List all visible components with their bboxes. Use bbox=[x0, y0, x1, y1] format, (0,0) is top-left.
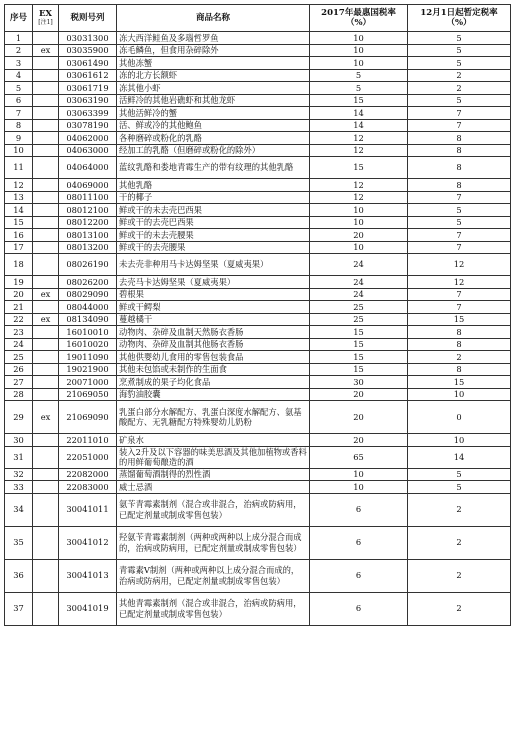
cell-name: 其他供婴幼儿食用的零售包装食品 bbox=[117, 351, 310, 364]
cell-rate-new: 7 bbox=[408, 301, 511, 314]
header-no: 序号 bbox=[5, 5, 33, 32]
cell-rate-2017: 6 bbox=[310, 526, 408, 559]
cell-name: 动物肉、杂碎及血制其他肠衣香肠 bbox=[117, 338, 310, 351]
table-row bbox=[5, 493, 511, 526]
cell-ex bbox=[33, 592, 59, 625]
table-row bbox=[5, 157, 511, 179]
table-row bbox=[5, 326, 511, 339]
cell-rate-2017: 15 bbox=[310, 94, 408, 107]
cell-ex bbox=[33, 301, 59, 314]
cell-rate-new: 8 bbox=[408, 179, 511, 192]
cell-no: 31 bbox=[5, 446, 33, 468]
cell-rate-2017: 10 bbox=[310, 216, 408, 229]
cell-ex bbox=[33, 276, 59, 289]
cell-name: 氨苄青霉素制剂（混合或非混合，治病或防病用，已配定剂量或制成零售包装） bbox=[117, 493, 310, 526]
table-row bbox=[5, 376, 511, 389]
cell-name: 碧根果 bbox=[117, 288, 310, 301]
table-header-row bbox=[5, 5, 511, 32]
cell-no: 33 bbox=[5, 481, 33, 494]
cell-ex bbox=[33, 388, 59, 401]
cell-rate-new: 8 bbox=[408, 363, 511, 376]
cell-ex: ex bbox=[33, 44, 59, 57]
cell-rate-2017: 24 bbox=[310, 288, 408, 301]
header-ex bbox=[33, 5, 59, 32]
cell-name: 羟氨苄青霉素制剂（两种或两种以上成分混合而成的，治病或防病用，已配定剂量或制成零售包装） bbox=[117, 526, 310, 559]
table-row bbox=[5, 191, 511, 204]
cell-name: 动物肉、杂碎及血制天然肠衣香肠 bbox=[117, 326, 310, 339]
table-row bbox=[5, 69, 511, 82]
cell-no: 19 bbox=[5, 276, 33, 289]
cell-ex: ex bbox=[33, 313, 59, 326]
cell-rate-2017: 5 bbox=[310, 82, 408, 95]
cell-code: 04062000 bbox=[59, 132, 117, 145]
cell-name: 活鲜冷的其他岩礁虾和其他龙虾 bbox=[117, 94, 310, 107]
table-row bbox=[5, 288, 511, 301]
cell-name: 冻其他小虾 bbox=[117, 82, 310, 95]
cell-ex bbox=[33, 191, 59, 204]
cell-no: 24 bbox=[5, 338, 33, 351]
cell-name: 蔓越橘干 bbox=[117, 313, 310, 326]
table-row bbox=[5, 82, 511, 95]
cell-ex bbox=[33, 559, 59, 592]
cell-code: 03031300 bbox=[59, 32, 117, 45]
cell-no: 8 bbox=[5, 119, 33, 132]
cell-no: 1 bbox=[5, 32, 33, 45]
cell-ex bbox=[33, 132, 59, 145]
tariff-table-page bbox=[4, 4, 510, 736]
cell-rate-new: 2 bbox=[408, 526, 511, 559]
cell-code: 22083000 bbox=[59, 481, 117, 494]
cell-rate-2017: 10 bbox=[310, 57, 408, 70]
cell-rate-new: 7 bbox=[408, 241, 511, 254]
cell-rate-new: 12 bbox=[408, 254, 511, 276]
cell-name: 其他冻蟹 bbox=[117, 57, 310, 70]
table-row bbox=[5, 57, 511, 70]
cell-no: 13 bbox=[5, 191, 33, 204]
cell-rate-new: 7 bbox=[408, 119, 511, 132]
cell-no: 12 bbox=[5, 179, 33, 192]
header-rate-2017: 2017年最惠国税率（%） bbox=[310, 5, 408, 32]
cell-rate-2017: 24 bbox=[310, 276, 408, 289]
cell-rate-2017: 20 bbox=[310, 229, 408, 242]
cell-no: 23 bbox=[5, 326, 33, 339]
cell-rate-new: 5 bbox=[408, 32, 511, 45]
cell-code: 19021900 bbox=[59, 363, 117, 376]
cell-name: 青霉素V制剂（两种或两种以上成分混合而成的，治病或防病用，已配定剂量或制成零售包装） bbox=[117, 559, 310, 592]
cell-code: 16010020 bbox=[59, 338, 117, 351]
table-row bbox=[5, 119, 511, 132]
cell-ex bbox=[33, 69, 59, 82]
table-row bbox=[5, 559, 511, 592]
cell-rate-2017: 25 bbox=[310, 313, 408, 326]
cell-rate-new: 5 bbox=[408, 204, 511, 217]
cell-ex bbox=[33, 204, 59, 217]
cell-no: 20 bbox=[5, 288, 33, 301]
cell-rate-2017: 10 bbox=[310, 241, 408, 254]
cell-name: 蒸馏葡萄酒制得的烈性酒 bbox=[117, 468, 310, 481]
cell-ex bbox=[33, 157, 59, 179]
cell-code: 03078190 bbox=[59, 119, 117, 132]
table-row bbox=[5, 446, 511, 468]
cell-no: 15 bbox=[5, 216, 33, 229]
cell-code: 21069050 bbox=[59, 388, 117, 401]
cell-rate-2017: 20 bbox=[310, 434, 408, 447]
table-row bbox=[5, 313, 511, 326]
cell-name: 鲜或干的未去壳巴西果 bbox=[117, 204, 310, 217]
cell-no: 29 bbox=[5, 401, 33, 434]
cell-code: 21069090 bbox=[59, 401, 117, 434]
table-row bbox=[5, 204, 511, 217]
cell-rate-2017: 65 bbox=[310, 446, 408, 468]
cell-code: 03061490 bbox=[59, 57, 117, 70]
cell-ex bbox=[33, 94, 59, 107]
cell-ex bbox=[33, 254, 59, 276]
cell-rate-new: 8 bbox=[408, 144, 511, 157]
cell-code: 30041012 bbox=[59, 526, 117, 559]
cell-code: 08026190 bbox=[59, 254, 117, 276]
cell-rate-new: 2 bbox=[408, 69, 511, 82]
cell-rate-new: 7 bbox=[408, 191, 511, 204]
cell-name: 各种磨碎或粉化的乳酪 bbox=[117, 132, 310, 145]
cell-name: 威士忌酒 bbox=[117, 481, 310, 494]
cell-code: 16010010 bbox=[59, 326, 117, 339]
cell-rate-new: 8 bbox=[408, 132, 511, 145]
cell-rate-new: 8 bbox=[408, 338, 511, 351]
cell-rate-new: 2 bbox=[408, 493, 511, 526]
cell-name: 乳蛋白部分水解配方、乳蛋白深度水解配方、氨基酸配方、无乳糖配方特殊婴幼儿奶粉 bbox=[117, 401, 310, 434]
cell-no: 6 bbox=[5, 94, 33, 107]
cell-code: 03063399 bbox=[59, 107, 117, 120]
table-row bbox=[5, 301, 511, 314]
cell-name: 冻大西洋鲑鱼及多瑙哲罗鱼 bbox=[117, 32, 310, 45]
table-row bbox=[5, 276, 511, 289]
cell-rate-new: 15 bbox=[408, 376, 511, 389]
cell-ex bbox=[33, 144, 59, 157]
cell-ex bbox=[33, 351, 59, 364]
cell-rate-new: 2 bbox=[408, 559, 511, 592]
cell-name: 其他活鲜冷的蟹 bbox=[117, 107, 310, 120]
cell-name: 其他未包馅或未制作的生面食 bbox=[117, 363, 310, 376]
cell-rate-2017: 15 bbox=[310, 338, 408, 351]
cell-no: 21 bbox=[5, 301, 33, 314]
cell-rate-new: 5 bbox=[408, 57, 511, 70]
cell-ex: ex bbox=[33, 401, 59, 434]
table-row bbox=[5, 32, 511, 45]
cell-rate-2017: 10 bbox=[310, 44, 408, 57]
cell-rate-2017: 20 bbox=[310, 401, 408, 434]
cell-no: 36 bbox=[5, 559, 33, 592]
table-row bbox=[5, 481, 511, 494]
table-row bbox=[5, 434, 511, 447]
cell-name: 其他乳酪 bbox=[117, 179, 310, 192]
cell-rate-new: 2 bbox=[408, 592, 511, 625]
cell-code: 03063190 bbox=[59, 94, 117, 107]
cell-rate-new: 15 bbox=[408, 313, 511, 326]
cell-rate-new: 5 bbox=[408, 468, 511, 481]
cell-no: 34 bbox=[5, 493, 33, 526]
cell-code: 08013100 bbox=[59, 229, 117, 242]
cell-name: 烹煮制成的果子均化食品 bbox=[117, 376, 310, 389]
cell-code: 08134090 bbox=[59, 313, 117, 326]
cell-rate-2017: 15 bbox=[310, 326, 408, 339]
header-ex-label: EX bbox=[38, 9, 53, 19]
cell-code: 03061612 bbox=[59, 69, 117, 82]
cell-rate-new: 12 bbox=[408, 276, 511, 289]
table-row bbox=[5, 44, 511, 57]
cell-name: 鲜或干的未去壳腰果 bbox=[117, 229, 310, 242]
cell-no: 16 bbox=[5, 229, 33, 242]
cell-code: 04069000 bbox=[59, 179, 117, 192]
cell-rate-2017: 10 bbox=[310, 481, 408, 494]
table-row bbox=[5, 241, 511, 254]
cell-ex bbox=[33, 107, 59, 120]
cell-ex bbox=[33, 57, 59, 70]
cell-name: 冻毛鳞鱼，但食用杂碎除外 bbox=[117, 44, 310, 57]
cell-rate-2017: 25 bbox=[310, 301, 408, 314]
cell-name: 鲜或干的去壳腰果 bbox=[117, 241, 310, 254]
cell-rate-new: 5 bbox=[408, 94, 511, 107]
cell-name: 未去壳非种用马卡达姆坚果（夏威夷果） bbox=[117, 254, 310, 276]
table-row bbox=[5, 216, 511, 229]
cell-no: 25 bbox=[5, 351, 33, 364]
cell-rate-2017: 10 bbox=[310, 32, 408, 45]
cell-code: 08026200 bbox=[59, 276, 117, 289]
table-row bbox=[5, 179, 511, 192]
cell-no: 22 bbox=[5, 313, 33, 326]
cell-name: 海豹油胶囊 bbox=[117, 388, 310, 401]
cell-no: 32 bbox=[5, 468, 33, 481]
cell-name: 装入2升及以下容器的味美思酒及其他加植物或香料的用鲜葡萄酿造的酒 bbox=[117, 446, 310, 468]
cell-no: 28 bbox=[5, 388, 33, 401]
cell-rate-2017: 6 bbox=[310, 559, 408, 592]
cell-no: 30 bbox=[5, 434, 33, 447]
cell-code: 08012100 bbox=[59, 204, 117, 217]
cell-name: 鲜或干鳄梨 bbox=[117, 301, 310, 314]
cell-rate-new: 8 bbox=[408, 157, 511, 179]
cell-rate-2017: 6 bbox=[310, 592, 408, 625]
cell-ex bbox=[33, 493, 59, 526]
cell-rate-2017: 30 bbox=[310, 376, 408, 389]
cell-code: 08011100 bbox=[59, 191, 117, 204]
cell-code: 30041013 bbox=[59, 559, 117, 592]
cell-code: 08044000 bbox=[59, 301, 117, 314]
cell-rate-new: 14 bbox=[408, 446, 511, 468]
cell-code: 04063000 bbox=[59, 144, 117, 157]
cell-rate-2017: 5 bbox=[310, 69, 408, 82]
cell-code: 22051000 bbox=[59, 446, 117, 468]
cell-name: 其他青霉素制剂（混合或非混合，治病或防病用，已配定剂量或制成零售包装） bbox=[117, 592, 310, 625]
table-row bbox=[5, 388, 511, 401]
tariff-table bbox=[4, 4, 511, 626]
cell-code: 04064000 bbox=[59, 157, 117, 179]
header-code: 税则号列 bbox=[59, 5, 117, 32]
cell-code: 22011010 bbox=[59, 434, 117, 447]
cell-code: 03061719 bbox=[59, 82, 117, 95]
cell-name: 活、鲜或冷的其他鲍鱼 bbox=[117, 119, 310, 132]
cell-ex bbox=[33, 468, 59, 481]
cell-name: 干的椰子 bbox=[117, 191, 310, 204]
cell-rate-new: 2 bbox=[408, 351, 511, 364]
cell-no: 4 bbox=[5, 69, 33, 82]
cell-rate-2017: 15 bbox=[310, 351, 408, 364]
cell-ex bbox=[33, 363, 59, 376]
cell-no: 10 bbox=[5, 144, 33, 157]
cell-rate-new: 2 bbox=[408, 82, 511, 95]
cell-ex bbox=[33, 241, 59, 254]
cell-no: 11 bbox=[5, 157, 33, 179]
cell-code: 19011090 bbox=[59, 351, 117, 364]
cell-code: 30041011 bbox=[59, 493, 117, 526]
cell-name: 鲜或干的去壳巴西果 bbox=[117, 216, 310, 229]
cell-name: 去壳马卡达姆坚果（夏威夷果） bbox=[117, 276, 310, 289]
cell-no: 9 bbox=[5, 132, 33, 145]
table-row bbox=[5, 592, 511, 625]
cell-rate-2017: 15 bbox=[310, 363, 408, 376]
cell-no: 2 bbox=[5, 44, 33, 57]
cell-name: 矿泉水 bbox=[117, 434, 310, 447]
cell-code: 03035900 bbox=[59, 44, 117, 57]
cell-ex bbox=[33, 376, 59, 389]
cell-ex: ex bbox=[33, 288, 59, 301]
table-body bbox=[5, 32, 511, 626]
cell-rate-2017: 12 bbox=[310, 179, 408, 192]
cell-rate-2017: 10 bbox=[310, 468, 408, 481]
cell-name: 冻的北方长额虾 bbox=[117, 69, 310, 82]
cell-rate-new: 7 bbox=[408, 288, 511, 301]
cell-no: 7 bbox=[5, 107, 33, 120]
table-row bbox=[5, 132, 511, 145]
cell-code: 08012200 bbox=[59, 216, 117, 229]
table-row bbox=[5, 351, 511, 364]
table-row bbox=[5, 254, 511, 276]
cell-no: 17 bbox=[5, 241, 33, 254]
cell-rate-new: 5 bbox=[408, 44, 511, 57]
cell-name: 蓝纹乳酪和娄地青霉生产的带有纹理的其他乳酪 bbox=[117, 157, 310, 179]
cell-code: 08029090 bbox=[59, 288, 117, 301]
cell-ex bbox=[33, 434, 59, 447]
cell-ex bbox=[33, 229, 59, 242]
cell-rate-2017: 24 bbox=[310, 254, 408, 276]
cell-rate-2017: 15 bbox=[310, 157, 408, 179]
cell-rate-new: 10 bbox=[408, 434, 511, 447]
table-row bbox=[5, 229, 511, 242]
table-row bbox=[5, 144, 511, 157]
header-name: 商品名称 bbox=[117, 5, 310, 32]
cell-no: 18 bbox=[5, 254, 33, 276]
cell-rate-2017: 6 bbox=[310, 493, 408, 526]
cell-ex bbox=[33, 32, 59, 45]
cell-ex bbox=[33, 119, 59, 132]
cell-no: 27 bbox=[5, 376, 33, 389]
cell-no: 5 bbox=[5, 82, 33, 95]
cell-no: 3 bbox=[5, 57, 33, 70]
table-row bbox=[5, 468, 511, 481]
cell-ex bbox=[33, 338, 59, 351]
cell-no: 35 bbox=[5, 526, 33, 559]
cell-code: 22082000 bbox=[59, 468, 117, 481]
cell-ex bbox=[33, 481, 59, 494]
cell-rate-2017: 12 bbox=[310, 132, 408, 145]
cell-code: 30041019 bbox=[59, 592, 117, 625]
cell-ex bbox=[33, 446, 59, 468]
header-ex-note: [注1] bbox=[38, 19, 53, 26]
cell-ex bbox=[33, 326, 59, 339]
cell-ex bbox=[33, 526, 59, 559]
cell-rate-new: 7 bbox=[408, 107, 511, 120]
cell-rate-new: 10 bbox=[408, 388, 511, 401]
cell-code: 08013200 bbox=[59, 241, 117, 254]
cell-code: 20071000 bbox=[59, 376, 117, 389]
cell-no: 26 bbox=[5, 363, 33, 376]
table-row bbox=[5, 107, 511, 120]
table-row bbox=[5, 401, 511, 434]
cell-ex bbox=[33, 179, 59, 192]
cell-rate-new: 5 bbox=[408, 481, 511, 494]
cell-rate-new: 7 bbox=[408, 229, 511, 242]
cell-rate-2017: 10 bbox=[310, 204, 408, 217]
cell-ex bbox=[33, 216, 59, 229]
cell-rate-2017: 14 bbox=[310, 107, 408, 120]
table-row bbox=[5, 338, 511, 351]
table-row bbox=[5, 363, 511, 376]
header-rate-new: 12月1日起暂定税率（%） bbox=[408, 5, 511, 32]
cell-ex bbox=[33, 82, 59, 95]
table-row bbox=[5, 526, 511, 559]
cell-rate-new: 0 bbox=[408, 401, 511, 434]
cell-rate-2017: 14 bbox=[310, 119, 408, 132]
table-row bbox=[5, 94, 511, 107]
cell-rate-new: 8 bbox=[408, 326, 511, 339]
cell-no: 14 bbox=[5, 204, 33, 217]
cell-rate-2017: 12 bbox=[310, 144, 408, 157]
cell-rate-new: 5 bbox=[408, 216, 511, 229]
cell-rate-2017: 12 bbox=[310, 191, 408, 204]
cell-no: 37 bbox=[5, 592, 33, 625]
cell-name: 经加工的乳酪（但磨碎或粉化的除外） bbox=[117, 144, 310, 157]
cell-rate-2017: 20 bbox=[310, 388, 408, 401]
